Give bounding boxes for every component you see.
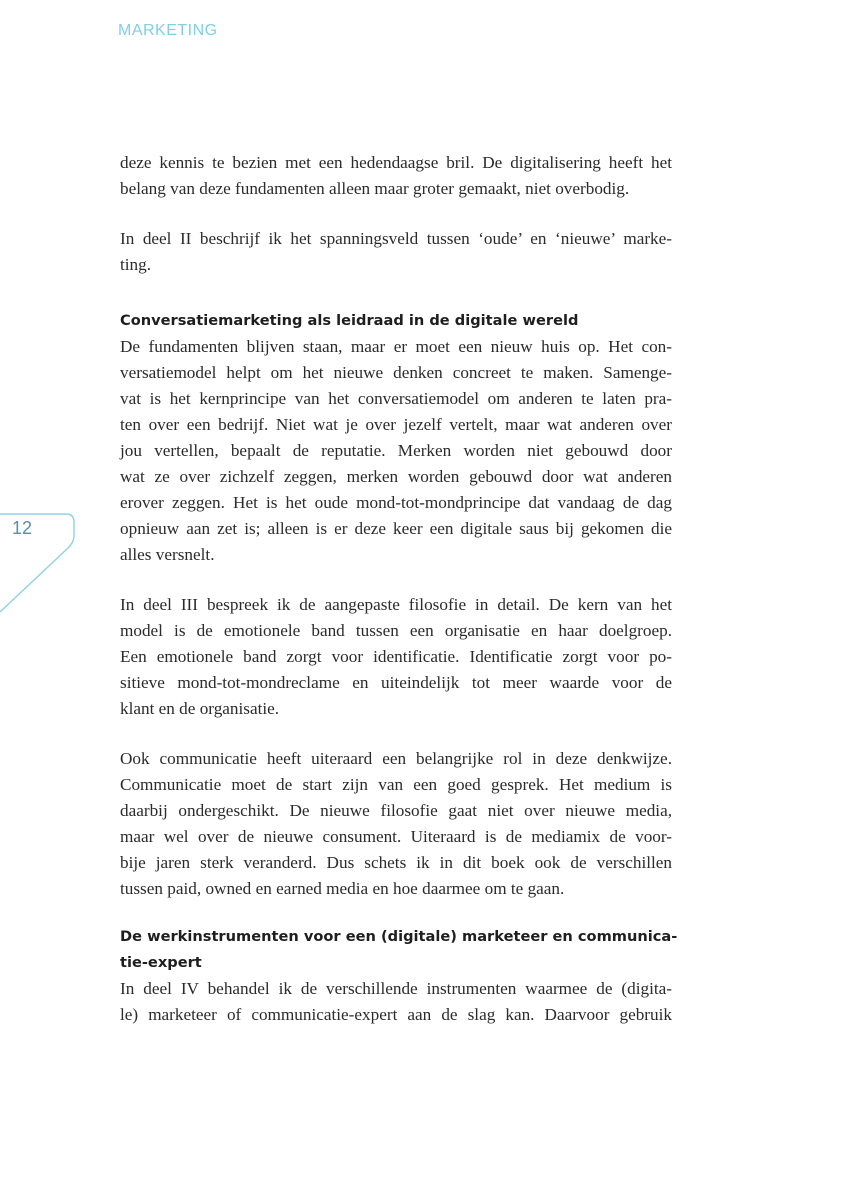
text-line: In deel IV behandel ik de verschillende instrumenten waarmee de (digita- bbox=[120, 979, 672, 998]
paragraph bbox=[120, 746, 672, 902]
intro-paragraphs bbox=[120, 150, 672, 278]
section-heading bbox=[120, 924, 678, 976]
text-line: maar wel over de nieuwe consument. Uiteraard is de mediamix de voor- bbox=[120, 827, 672, 846]
text-line: In deel II beschrijf ik het spanningsveld tussen ‘oude’ en ‘nieuwe’ marke- bbox=[120, 229, 672, 248]
section-werkinstrumenten bbox=[120, 924, 678, 1028]
text-line: deze kennis te bezien met een hedendaagse bril. De digitalisering heeft het bbox=[120, 153, 672, 172]
text-line: tussen paid, owned en earned media en hoe daarmee om te gaan. bbox=[120, 879, 565, 898]
section-heading bbox=[120, 308, 672, 334]
text-line: In deel III bespreek ik de aangepaste filosofie in detail. De kern van het bbox=[120, 595, 672, 614]
text-line: bije jaren sterk veranderd. Dus schets ik in dit boek ook de verschillen bbox=[120, 853, 672, 872]
text-line: ten over een bedrijf. Niet wat je over jezelf vertelt, maar wat anderen over bbox=[120, 415, 672, 434]
text-line: daarbij ondergeschikt. De nieuwe filosofie gaat niet over nieuwe media, bbox=[120, 801, 672, 820]
paragraph bbox=[120, 334, 672, 568]
heading-line: De werkinstrumenten voor een (digitale) marketeer en communica- bbox=[120, 928, 678, 945]
running-header: MARKETING bbox=[118, 22, 218, 39]
page-number: 12 bbox=[12, 518, 33, 538]
text-line: erover zeggen. Het is het oude mond-tot-mondprincipe dat vandaag de dag bbox=[120, 493, 672, 512]
text-line: belang van deze fundamenten alleen maar groter gemaakt, niet overbodig. bbox=[120, 179, 630, 198]
text-line: opnieuw aan zet is; alleen is er deze keer een digitale saus bij gekomen die bbox=[120, 519, 672, 538]
text-line: ting. bbox=[120, 255, 152, 274]
section-conversatiemarketing bbox=[120, 308, 672, 902]
paragraph bbox=[120, 592, 672, 722]
text-line: sitieve mond-tot-mondreclame en uiteindelijk tot meer waarde voor de bbox=[120, 673, 672, 692]
section-paragraphs bbox=[120, 976, 672, 1028]
section-paragraphs bbox=[120, 334, 672, 902]
heading-line: Conversatiemarketing als leidraad in de digitale wereld bbox=[120, 312, 579, 329]
text-line: le) marketeer of communicatie-expert aan de slag kan. Daarvoor gebruik bbox=[120, 1005, 672, 1024]
text-line: jou vertellen, bepaalt de reputatie. Merken worden niet gebouwd door bbox=[120, 441, 672, 460]
text-line: Een emotionele band zorgt voor identificatie. Identificatie zorgt voor po- bbox=[120, 647, 672, 666]
paragraph bbox=[120, 226, 672, 278]
paragraph bbox=[120, 976, 672, 1028]
text-line: klant en de organisatie. bbox=[120, 699, 280, 718]
text-line: vat is het kernprincipe van het conversatiemodel om anderen te laten pra- bbox=[120, 389, 672, 408]
text-line: Ook communicatie heeft uiteraard een belangrijke rol in deze denkwijze. bbox=[120, 749, 672, 768]
heading-line: tie-expert bbox=[120, 954, 202, 971]
text-line: alles versnelt. bbox=[120, 545, 215, 564]
text-line: model is de emotionele band tussen een organisatie en haar doelgroep. bbox=[120, 621, 672, 640]
page-body bbox=[120, 150, 678, 1052]
text-line: wat ze over zichzelf zeggen, merken worden gebouwd door wat anderen bbox=[120, 467, 672, 486]
text-line: versatiemodel helpt om het nieuwe denken concreet te maken. Samenge- bbox=[120, 363, 672, 382]
text-line: De fundamenten blijven staan, maar er moet een nieuw huis op. Het con- bbox=[120, 337, 672, 356]
text-line: Communicatie moet de start zijn van een goed gesprek. Het medium is bbox=[120, 775, 672, 794]
paragraph bbox=[120, 150, 672, 202]
